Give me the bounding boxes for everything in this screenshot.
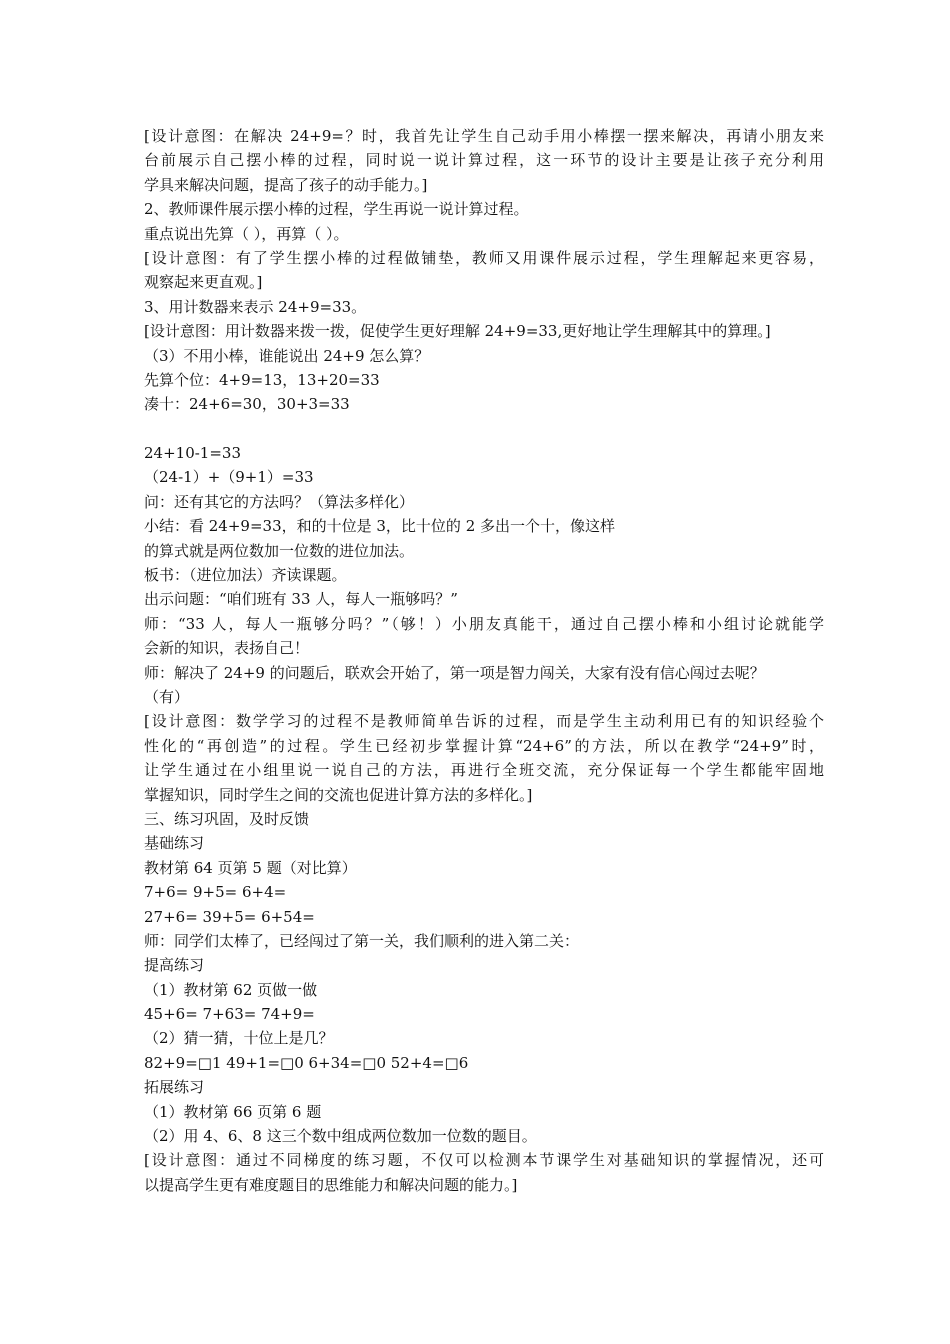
exercise-line: 45+6= 7+63= 74+9= bbox=[144, 1005, 315, 1024]
paragraph-line: 会新的知识，表扬自己！ bbox=[144, 639, 310, 658]
paragraph-line: （2）猜一猜，十位上是几？ bbox=[144, 1029, 334, 1048]
paragraph-line: [设计意图：用计数器来拨一拨，促使学生更好理解 24+9=33,更好地让学生理解其中的算理。] bbox=[144, 322, 771, 341]
exercise-line: 82+9=□1 49+1=□0 6+34=□0 52+4=□6 bbox=[144, 1053, 469, 1072]
paragraph-line: 学具来解决问题，提高了孩子的动手能力。] bbox=[144, 175, 428, 194]
paragraph-line: 3、用计数器来表示 24+9=33。 bbox=[144, 297, 367, 316]
paragraph-line: （2）用 4、6、8 这三个数中组成两位数加一位数的题目。 bbox=[144, 1127, 537, 1146]
paragraph-line: 掌握知识，同时学生之间的交流也促进计算方法的多样化。] bbox=[144, 785, 533, 804]
paragraph-line: 性化的“再创造”的过程。学生已经初步掌握计算“24+6”的方法，所以在教学“24+9”时， bbox=[144, 736, 824, 755]
paragraph-line: 出示问题：“咱们班有 33 人，每人一瓶够吗？” bbox=[144, 590, 458, 609]
blank-line bbox=[144, 417, 824, 441]
paragraph-line: [设计意图：通过不同梯度的练习题，不仅可以检测本节课学生对基础知识的掌握情况，还可 bbox=[144, 1151, 824, 1170]
paragraph-line: 观察起来更直观。] bbox=[144, 273, 263, 292]
paragraph-line: 板书：（进位加法）齐读课题。 bbox=[144, 566, 347, 585]
paragraph-line: 师：同学们太棒了，已经闯过了第一关，我们顺利的进入第二关： bbox=[144, 931, 580, 950]
paragraph-line: 2、教师课件展示摆小棒的过程，学生再说一说计算过程。 bbox=[144, 200, 529, 219]
paragraph-line: （有） bbox=[144, 687, 190, 706]
paragraph-line: （1）教材第 62 页做一做 bbox=[144, 980, 318, 999]
subsection-heading: 提高练习 bbox=[144, 956, 205, 975]
paragraph-line: 以提高学生更有难度题目的思维能力和解决问题的能力。] bbox=[144, 1175, 518, 1194]
paragraph-line: 师：“33 人，每人一瓶够分吗？”（够！）小朋友真能干，通过自己摆小棒和小组讨论就能学 bbox=[144, 614, 824, 633]
paragraph-line: 让学生通过在小组里说一说自己的方法，再进行全班交流，充分保证每一个学生都能牢固地 bbox=[144, 761, 824, 780]
paragraph-line: 教材第 64 页第 5 题（对比算） bbox=[144, 858, 357, 877]
document-body bbox=[144, 124, 824, 1197]
paragraph-line: 小结：看 24+9=33，和的十位是 3，比十位的 2 多出一个十，像这样 bbox=[144, 517, 616, 536]
paragraph-line: 凑十：24+6=30，30+3=33 bbox=[144, 395, 350, 414]
paragraph-line: 重点说出先算（ ），再算（ ）。 bbox=[144, 224, 349, 243]
paragraph-line: （3）不用小棒，谁能说出 24+9 怎么算？ bbox=[144, 346, 430, 365]
exercise-line: 7+6= 9+5= 6+4= bbox=[144, 883, 287, 902]
paragraph-line: [设计意图：数学学习的过程不是教师简单告诉的过程，而是学生主动利用已有的知识经验个 bbox=[144, 712, 824, 731]
paragraph-line: （1）教材第 66 页第 6 题 bbox=[144, 1102, 322, 1121]
section-heading: 三、练习巩固，及时反馈 bbox=[144, 809, 310, 828]
paragraph-line: 台前展示自己摆小棒的过程，同时说一说计算过程，这一环节的设计主要是让孩子充分利用 bbox=[144, 151, 824, 170]
exercise-line: 27+6= 39+5= 6+54= bbox=[144, 907, 315, 926]
paragraph-line: 先算个位：4+9=13，13+20=33 bbox=[144, 370, 380, 389]
paragraph-line: 问：还有其它的方法吗？（算法多样化） bbox=[144, 492, 415, 511]
subsection-heading: 基础练习 bbox=[144, 834, 205, 853]
paragraph-line: 24+10-1=33 bbox=[144, 444, 242, 463]
subsection-heading: 拓展练习 bbox=[144, 1078, 205, 1097]
paragraph-line: [设计意图：有了学生摆小棒的过程做铺垫，教师又用课件展示过程，学生理解起来更容易， bbox=[144, 248, 824, 267]
paragraph-line: 师：解决了 24+9 的问题后，联欢会开始了，第一项是智力闯关，大家有没有信心闯过去呢？ bbox=[144, 663, 765, 682]
paragraph-line: 的算式就是两位数加一位数的进位加法。 bbox=[144, 541, 415, 560]
paragraph-line: （24-1）+（9+1）=33 bbox=[144, 468, 314, 487]
paragraph-line: [设计意图：在解决 24+9=？时，我首先让学生自己动手用小棒摆一摆来解决，再请小朋友来 bbox=[144, 127, 824, 145]
